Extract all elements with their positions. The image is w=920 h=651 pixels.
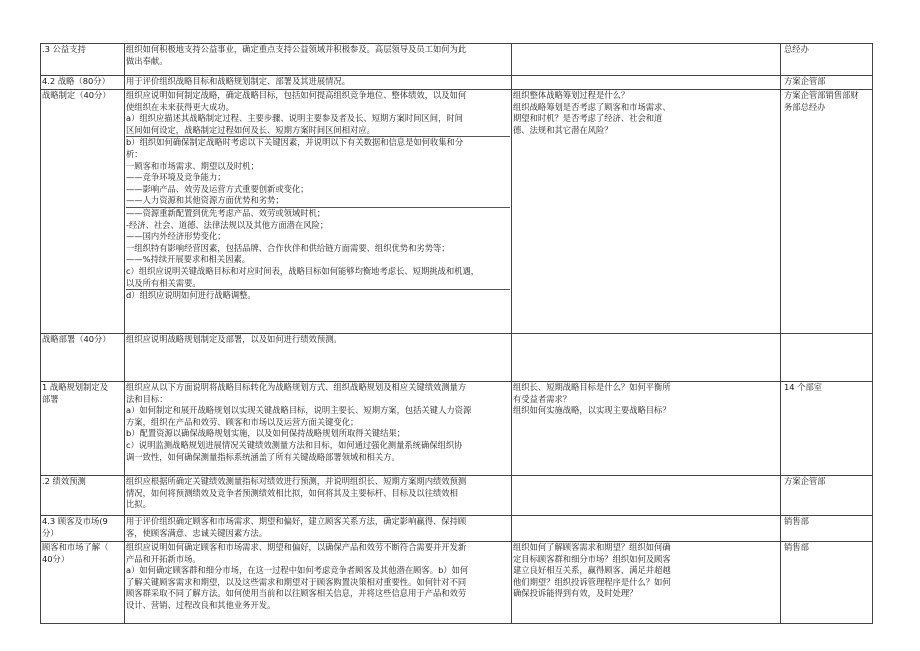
text-line: 使组织在未来获得更大成功。 (126, 101, 234, 112)
cell-question (512, 382, 781, 476)
text-line: ——人力资源和其他资源方面优势和劣势； (126, 195, 510, 208)
text-line: b）组织如何确保制定战略时考虑以下关键因素，并说明以下有关数据和信息是如何收集和分 (126, 137, 464, 148)
text-line: 做出奉献。 (126, 55, 168, 66)
text-line: 一组织特有影响经营因素，包括品牌、合作伙伴和供给链方面需要、组织优势和劣势等； (126, 242, 450, 253)
cell-department (781, 382, 873, 476)
table-row (41, 90, 873, 334)
text-line: 组织应从以下方面说明将战略目标转化为战略规划方式、组织战略规划及相应关键绩效测量方 (126, 382, 467, 392)
table-row (41, 382, 873, 476)
text-line: 情况，如何将预测绩效及竞争者预测绩效相比拟，如何将其及主要标杆、目标及以往绩效相 (126, 487, 458, 498)
cell-item (41, 334, 125, 382)
text-line: 组织如何实施战略，以实现主要战略目标？ (513, 405, 671, 416)
text-line: 客，使顾客满意、忠诚关键因素方法。 (126, 527, 268, 538)
text-line: b）配置资源以确保战略规划实施，以及如何保持战略规划所取得关键结果； (126, 428, 406, 439)
text-line: 40分） (42, 553, 70, 564)
text-line: 以及所有相关需要。 (126, 278, 510, 291)
cell-requirement (125, 542, 512, 624)
text-line: 顾客群采取不同了解方法。如何使用当前和以往顾客相关信息，并将这些信息用于产品和效劳 (126, 588, 467, 599)
text-line: ——%持续开展要求和相关因素。 (126, 254, 251, 265)
text-line: 有受益者需求？ (513, 393, 572, 404)
text-line: 战略部署（40分） (42, 334, 111, 344)
text-line: .2 绩效预测 (42, 476, 86, 486)
cell-requirement (125, 44, 512, 76)
cell-question (512, 542, 781, 624)
text-line: 销售部 (784, 516, 809, 526)
evaluation-table (40, 43, 873, 624)
text-line: 组织战略筹划是否考虑了顾客和市场需求、 (513, 101, 671, 112)
table-row (41, 542, 873, 624)
text-line: c）说明监测战略规划进展情况关键绩效测量方法和目标，如何通过强化测量系统确保组织协 (126, 439, 463, 450)
cell-requirement (125, 476, 512, 516)
text-line: 调一致性，如何确保测量指标系统涵盖了所有关键战略部署领域和相关方。 (126, 451, 400, 462)
cell-department (781, 334, 873, 382)
text-line: ——竞争环境及竞争能力； (126, 172, 226, 183)
cell-requirement (125, 516, 512, 542)
cell-department (781, 76, 873, 90)
cell-department (781, 476, 873, 516)
text-line: 组织应说明战略规划制定及部署，以及如何进行绩效预测。 (126, 334, 342, 344)
text-line: 组织如何了解顾客需求和期望？组织如何确 (513, 542, 671, 552)
text-line: -经济、社会、道德、法律法规以及其他方面潜在风险； (126, 219, 329, 230)
cell-department (781, 516, 873, 542)
text-line: 析： (126, 148, 143, 159)
cell-question (512, 44, 781, 76)
table-row (41, 476, 873, 516)
text-line: 期望和时机？是否考虑了经济、社会和道 (513, 113, 663, 124)
text-line: 建立良好相互关系，赢得顾客，满足并超越 (513, 565, 671, 576)
text-line: 德、法规和其它潜在风险？ (513, 124, 613, 135)
cell-requirement (125, 334, 512, 382)
text-line: 方案企管部销售部财 (784, 90, 859, 100)
text-line: c）组织应说明关键战略目标和对应时间表，战略目标如何能够均衡地考虑长、短期挑战和机遇， (126, 265, 480, 276)
text-line: 他们期望？组织投诉管理程序是什么？如何 (513, 576, 671, 587)
text-line: 组织应说明如何制定战略，确定战略目标，包括如何提高组织竞争地位、整体绩效，以及如何 (126, 90, 467, 100)
text-line: 4.2 战略（80分） (42, 76, 110, 86)
text-line: a）组织应描述其战略制定过程、主要步骤、说明主要参及者及长、短期方案时间区间，时间 (126, 113, 463, 124)
text-line: ——影响产品、效劳及运营方式重要创新或变化； (126, 183, 309, 194)
text-line: 方案企管部 (784, 76, 826, 86)
cell-item (41, 542, 125, 624)
text-line: 14 个部室 (784, 382, 823, 392)
text-line: 比拟。 (126, 499, 151, 510)
table-row (41, 44, 873, 76)
text-line: a）如何制定和展开战略规划以实现关键战略目标，说明主要长、短期方案，包括关键人力资源 (126, 405, 472, 416)
text-line: 顾客和市场了解（ (42, 542, 109, 552)
text-line: 用于评价组织确定顾客和市场需求、期望和偏好，建立顾客关系方法，确定影响赢得、保持顾 (126, 516, 467, 526)
text-line: d）组织应说明如何进行战略调整。 (126, 290, 256, 301)
text-line: 产品和开拓新市场。 (126, 553, 201, 564)
text-line: 部署 (42, 393, 59, 404)
text-line: 方案企管部 (784, 476, 826, 486)
text-line: a）如何确定顾客群和细分市场，在这一过程中如何考虑竞争者顾客及其他潜在顾客。b）如何 (126, 565, 469, 576)
text-line: 了解关键顾客需求和期望，以及这些需求和期望对于顾客购置决策相对重要性。如何针对不同 (126, 576, 467, 587)
text-line: 务部总经办 (784, 101, 826, 112)
text-line: ——资源重新配置到优先考虑产品、效劳或领域时机； (126, 207, 326, 218)
cell-item (41, 476, 125, 516)
table-body (41, 44, 873, 624)
cell-department (781, 44, 873, 76)
cell-requirement (125, 90, 512, 334)
text-line: 组织应根据所确定关键绩效测量指标对绩效进行预测，并说明组织长、短期方案期内绩效预测 (126, 476, 467, 486)
text-line: 4.3 顾客及市场(9 (42, 516, 108, 526)
cell-question (512, 476, 781, 516)
text-line: 1 战略规划制定及 (42, 382, 108, 392)
cell-item (41, 90, 125, 334)
text-line: 总经办 (784, 44, 809, 54)
cell-item (41, 516, 125, 542)
text-line: 组织如何积极地支持公益事业，确定重点支持公益领域并积极参及。高层领导及员工如何为此 (126, 44, 467, 54)
text-line: 组织整体战略筹划过程是什么？ (513, 90, 630, 100)
cell-requirement (125, 76, 512, 90)
cell-item (41, 44, 125, 76)
text-line: 一顾客和市场需求、期望以及时机； (126, 160, 259, 171)
text-line: 定目标顾客群和细分市场？组织如何及顾客 (513, 553, 671, 564)
text-line: 方案，组织在产品和效劳、顾客和市场以及运营方面关键变化； (126, 416, 359, 427)
cell-question (512, 334, 781, 382)
cell-question (512, 76, 781, 90)
text-line: 组织应说明如何确定顾客和市场需求、期望和偏好，以确保产品和效劳不断符合需要并开发新 (126, 542, 467, 552)
text-line: 法和目标： (126, 393, 168, 404)
text-line: 销售部 (784, 542, 809, 552)
text-line: 确保投诉能得到有效，及时处理？ (513, 588, 638, 599)
table-row (41, 516, 873, 542)
cell-item (41, 382, 125, 476)
text-line: 战略制定（40分） (42, 90, 111, 100)
cell-item (41, 76, 125, 90)
cell-question (512, 516, 781, 542)
cell-question (512, 90, 781, 334)
text-line: 用于评价组织战略目标和战略规划制定、部署及其进展情况。 (126, 76, 351, 86)
table-row (41, 76, 873, 90)
text-line: 区间如何设定，战略制定过程如何及长、短期方案时间区间相对应。 (126, 125, 510, 138)
text-line: 组织长、短期战略目标是什么？如何平衡所 (513, 382, 671, 392)
text-line: 分） (42, 527, 59, 538)
cell-requirement (125, 382, 512, 476)
text-line: ——国内外经济形势变化； (126, 231, 226, 242)
text-line: 设计、营销、过程改良和其他业务开发。 (126, 599, 276, 610)
cell-department (781, 90, 873, 334)
text-line: .3 公益支持 (42, 44, 86, 54)
table-row (41, 334, 873, 382)
cell-department (781, 542, 873, 624)
